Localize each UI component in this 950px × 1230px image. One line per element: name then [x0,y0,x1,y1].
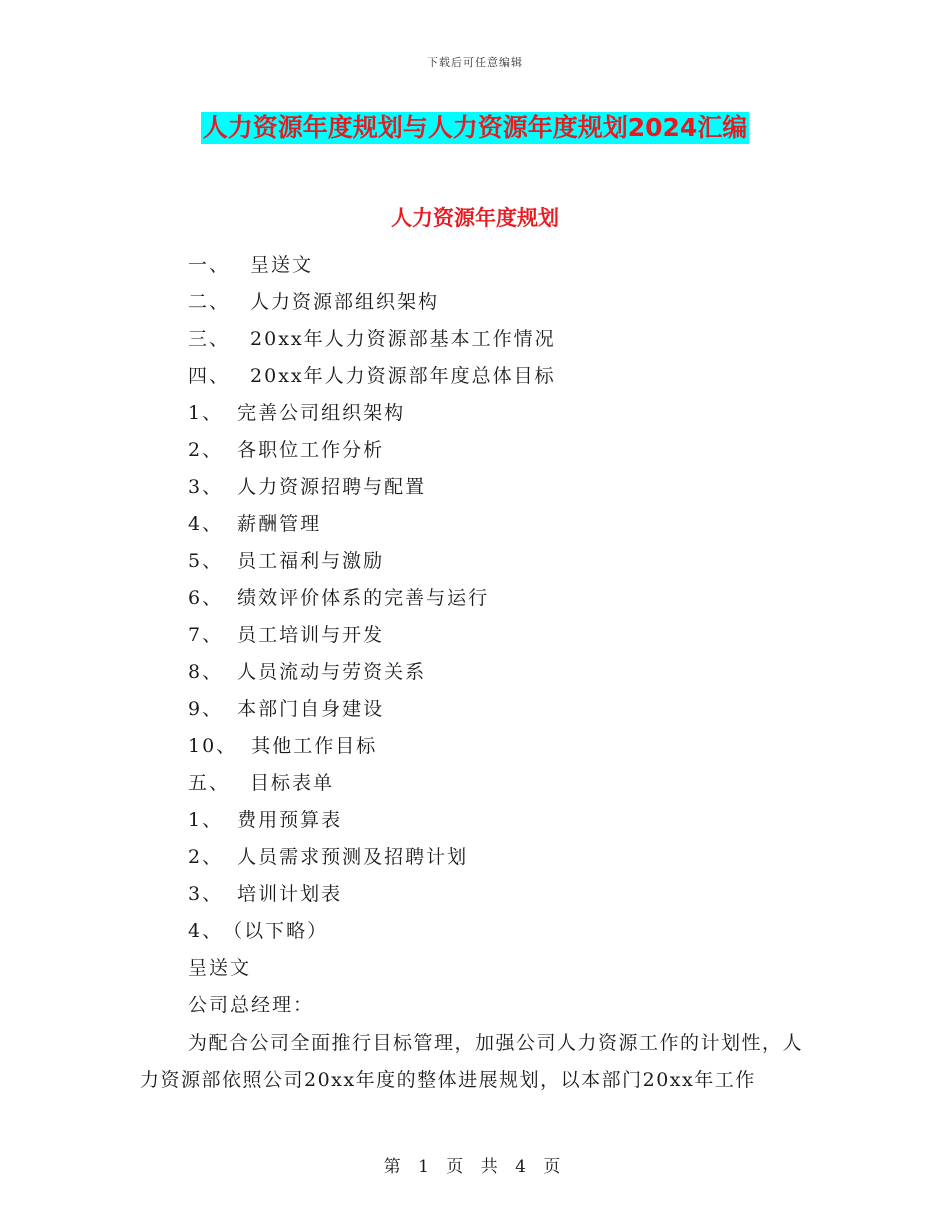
toc-item-text: 人员流动与劳资关系 [237,661,427,683]
toc-item [188,805,556,842]
salutation: 公司总经理： [188,994,315,1016]
toc-item [188,361,556,398]
toc-item-number: 三、 [188,328,231,350]
toc-item [188,435,556,472]
toc-item-number: 二、 [188,291,231,313]
toc-item-text: 绩效评价体系的完善与运行 [237,587,490,609]
toc-item-number: 4、 [188,920,224,942]
toc-item-number: 四、 [188,365,231,387]
toc-item-text: 目标表单 [250,772,335,794]
submit-label: 呈送文 [188,957,252,979]
toc-item [188,250,556,287]
toc-item [188,472,556,509]
toc-item-text: 各职位工作分析 [237,439,385,461]
toc-item-text: 员工培训与开发 [237,624,385,646]
toc-item-number: 1、 [188,809,224,831]
toc-item-text: 20xx年人力资源部年度总体目标 [250,365,556,387]
toc-item-text: （以下略） [223,920,329,942]
toc-item-number: 3、 [188,883,224,905]
page-number-indicator: 第 1 页 共 4 页 [383,1157,567,1177]
toc-item-number: 10、 [188,735,238,757]
toc-item-text: 呈送文 [250,254,314,276]
toc-item-text: 人员需求预测及招聘计划 [237,846,469,868]
toc-item [188,731,556,768]
toc-item-number: 1、 [188,402,224,424]
toc-item [188,657,556,694]
toc-item [188,879,556,916]
toc-item-text: 本部门自身建设 [237,698,385,720]
toc-item-text: 人力资源招聘与配置 [237,476,427,498]
toc-item-text: 20xx年人力资源部基本工作情况 [250,328,556,350]
toc-item [188,324,556,361]
toc-item-number: 3、 [188,476,224,498]
toc-item-text: 薪酬管理 [237,513,322,535]
toc-item [188,583,556,620]
toc-item-text: 员工福利与激励 [237,550,385,572]
toc-item-text: 培训计划表 [237,883,343,905]
toc-item [188,916,556,953]
toc-item [188,546,556,583]
page-header-note: 下载后可任意编辑 [427,56,523,69]
toc-item [188,509,556,546]
toc-item-number: 2、 [188,846,224,868]
toc-item [188,694,556,731]
toc-item-text: 完善公司组织架构 [237,402,406,424]
toc-item-text: 费用预算表 [237,809,343,831]
toc-item-number: 8、 [188,661,224,683]
document-title [0,112,950,144]
toc-item-text: 其他工作目标 [251,735,378,757]
toc-item-number: 6、 [188,587,224,609]
toc-item-number: 五、 [188,772,231,794]
toc-item [188,620,556,657]
toc-item-number: 5、 [188,550,224,572]
toc-item [188,287,556,324]
toc-item-number: 7、 [188,624,224,646]
toc-item-number: 一、 [188,254,231,276]
toc-item [188,768,556,805]
body-paragraph: 为配合公司全面推行目标管理，加强公司人力资源工作的计划性，人力资源部依照公司20xx年度的整体进展规划，以本部门20xx年工作 [140,1032,804,1091]
document-title-text: 人力资源年度规划与人力资源年度规划2024汇编 [202,113,748,142]
toc-item-text: 人力资源部组织架构 [250,291,440,313]
table-of-contents [188,250,556,1027]
toc-item-number: 4、 [188,513,224,535]
section-title: 人力资源年度规划 [391,206,559,230]
toc-item-number: 2、 [188,439,224,461]
toc-item-number: 9、 [188,698,224,720]
toc-item [188,842,556,879]
toc-item [188,398,556,435]
